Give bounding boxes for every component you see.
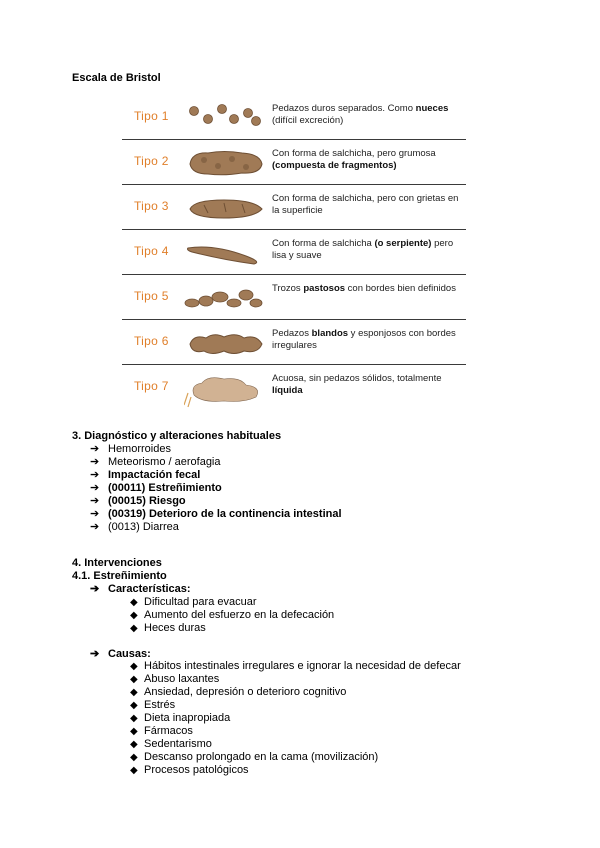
arrow-icon: ➔: [90, 443, 100, 455]
bristol-row: [122, 275, 466, 320]
section-4-1-heading: 4.1. Estreñimiento: [72, 570, 167, 582]
bristol-type-label: Tipo 6: [134, 334, 169, 348]
bristol-description: Acuosa, sin pedazos sólidos, totalmente líquida: [272, 373, 442, 396]
diamond-bullet-icon: ◆: [130, 713, 138, 724]
diamond-bullet-icon: ◆: [130, 661, 138, 672]
diamond-bullet-icon: ◆: [130, 752, 138, 763]
bristol-type-label: Tipo 1: [134, 109, 169, 123]
list-item: ◆ Dificultad para evacuar: [130, 596, 257, 608]
stool-sample-image: [184, 320, 268, 364]
bristol-description: Con forma de salchicha (o serpiente) pero lisa y suave: [272, 238, 454, 261]
list-item: ➔ Impactación fecal: [90, 469, 201, 481]
stool-sample-image: [184, 140, 268, 184]
stool-sample-image: [184, 365, 268, 409]
list-item: ◆ Fármacos: [130, 725, 193, 737]
list-item: ◆ Sedentarismo: [130, 738, 212, 750]
stool-sample-image: [184, 185, 268, 229]
bristol-type-label: Tipo 3: [134, 199, 169, 213]
section-4-heading: 4. Intervenciones: [72, 557, 162, 569]
bristol-description: Con forma de salchicha, pero grumosa (compuesta de fragmentos): [272, 148, 436, 171]
list-item: ➔ (0013) Diarrea: [90, 521, 179, 533]
diamond-bullet-icon: ◆: [130, 623, 138, 634]
bristol-description: Con forma de salchicha, pero con grietas en la superficie: [272, 193, 459, 216]
stool-sample-image: [184, 95, 268, 139]
list-item: ◆ Dieta inapropiada: [130, 712, 231, 724]
list-item: ➔ (00015) Riesgo: [90, 495, 186, 507]
bristol-row: [122, 185, 466, 230]
list-item: ◆ Abuso laxantes: [130, 673, 220, 685]
diamond-bullet-icon: ◆: [130, 739, 138, 750]
diamond-bullet-icon: ◆: [130, 610, 138, 621]
list-item: ◆ Estrés: [130, 699, 176, 711]
arrow-icon: ➔: [90, 508, 100, 520]
bristol-description: Trozos pastosos con bordes bien definidos: [272, 283, 456, 294]
diamond-bullet-icon: ◆: [130, 597, 138, 608]
list-item: ➔ (00319) Deterioro de la continencia intestinal: [90, 508, 342, 520]
list-item: ◆ Procesos patológicos: [130, 764, 249, 776]
diamond-bullet-icon: ◆: [130, 687, 138, 698]
list-item: ◆ Hábitos intestinales irregulares e ignorar la necesidad de defecar: [130, 660, 461, 672]
list-item: ➔ Hemorroides: [90, 443, 171, 455]
diamond-bullet-icon: ◆: [130, 726, 138, 737]
list-item: ◆ Heces duras: [130, 622, 206, 634]
arrow-icon: ➔: [90, 469, 100, 481]
bristol-row: [122, 140, 466, 185]
diamond-bullet-icon: ◆: [130, 700, 138, 711]
page-title: Escala de Bristol: [72, 72, 161, 84]
arrow-icon: ➔: [90, 495, 100, 507]
arrow-icon: ➔: [90, 521, 100, 533]
causas-label: ➔ Causas:: [90, 648, 151, 660]
arrow-icon: ➔: [90, 456, 100, 468]
bristol-row: [122, 230, 466, 275]
list-item: ➔ (00011) Estreñimiento: [90, 482, 222, 494]
caracteristicas-label: ➔ Características:: [90, 583, 191, 595]
arrow-icon: ➔: [90, 482, 100, 494]
diamond-bullet-icon: ◆: [130, 674, 138, 685]
list-item: ◆ Ansiedad, depresión o deterioro cognitivo: [130, 686, 347, 698]
list-item: ➔ Meteorismo / aerofagia: [90, 456, 221, 468]
bristol-row: [122, 95, 466, 140]
bristol-type-label: Tipo 4: [134, 244, 169, 258]
section-3-heading: 3. Diagnóstico y alteraciones habituales: [72, 430, 282, 442]
bristol-row: [122, 365, 466, 410]
stool-sample-image: [184, 275, 268, 319]
bristol-type-label: Tipo 5: [134, 289, 169, 303]
bristol-description: Pedazos blandos y esponjosos con bordes irregulares: [272, 328, 456, 351]
bristol-type-label: Tipo 2: [134, 154, 169, 168]
list-item: ◆ Descanso prolongado en la cama (movilización): [130, 751, 379, 763]
bristol-scale-figure: [122, 94, 466, 410]
bristol-description: Pedazos duros separados. Como nueces (difícil excreción): [272, 103, 449, 126]
list-item: ◆ Aumento del esfuerzo en la defecación: [130, 609, 335, 621]
stool-sample-image: [184, 230, 268, 274]
bristol-type-label: Tipo 7: [134, 379, 169, 393]
arrow-icon: ➔: [90, 583, 100, 595]
arrow-icon: ➔: [90, 648, 100, 660]
diamond-bullet-icon: ◆: [130, 765, 138, 776]
bristol-row: [122, 320, 466, 365]
